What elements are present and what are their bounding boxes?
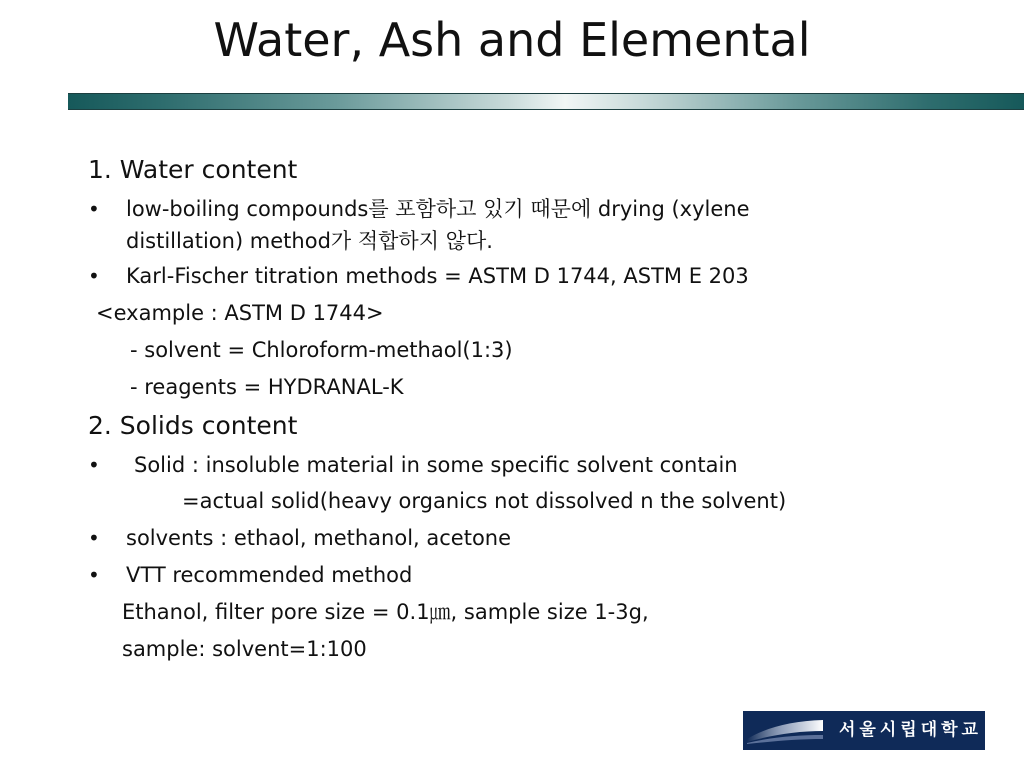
solids-bullet-1-line-1: Solid : insoluble material in some specific solvent contain — [134, 453, 738, 477]
solids-bullet-2: solvents : ethaol, methanol, acetone — [126, 526, 512, 550]
water-content-heading: 1. Water content — [88, 155, 298, 184]
water-reagents-line: - reagents = HYDRANAL-K — [130, 375, 404, 399]
solids-method-line-2: sample: solvent=1:100 — [122, 637, 367, 661]
bullet-marker: • — [88, 264, 100, 288]
bullet-marker: • — [88, 563, 100, 587]
solids-bullet-1-line-2: =actual solid(heavy organics not dissolved n the solvent) — [182, 489, 787, 513]
water-bullet-2: Karl-Fischer titration methods = ASTM D 1744, ASTM E 203 — [126, 264, 749, 288]
bullet-marker: • — [88, 453, 100, 477]
swoosh-icon — [747, 717, 823, 744]
slide-title: Water, Ash and Elemental — [213, 13, 811, 67]
university-logo — [743, 711, 985, 750]
university-name: 서울시립대학교 — [839, 720, 982, 740]
water-solvent-line: - solvent = Chloroform-methaol(1:3) — [130, 338, 513, 362]
water-bullet-1-line-1: low-boiling compounds를 포함하고 있기 때문에 drying (xylene — [126, 197, 750, 221]
solids-bullet-3: VTT recommended method — [126, 563, 413, 587]
bullet-marker: • — [88, 526, 100, 550]
water-example-label: <example : ASTM D 1744> — [96, 301, 384, 325]
solids-method-line-1: Ethanol, filter pore size = 0.1㎛, sample size 1-3g, — [122, 600, 649, 624]
bullet-marker: • — [88, 197, 100, 221]
solids-content-heading: 2. Solids content — [88, 411, 298, 440]
water-bullet-1-line-2: distillation) method가 적합하지 않다. — [126, 229, 493, 253]
